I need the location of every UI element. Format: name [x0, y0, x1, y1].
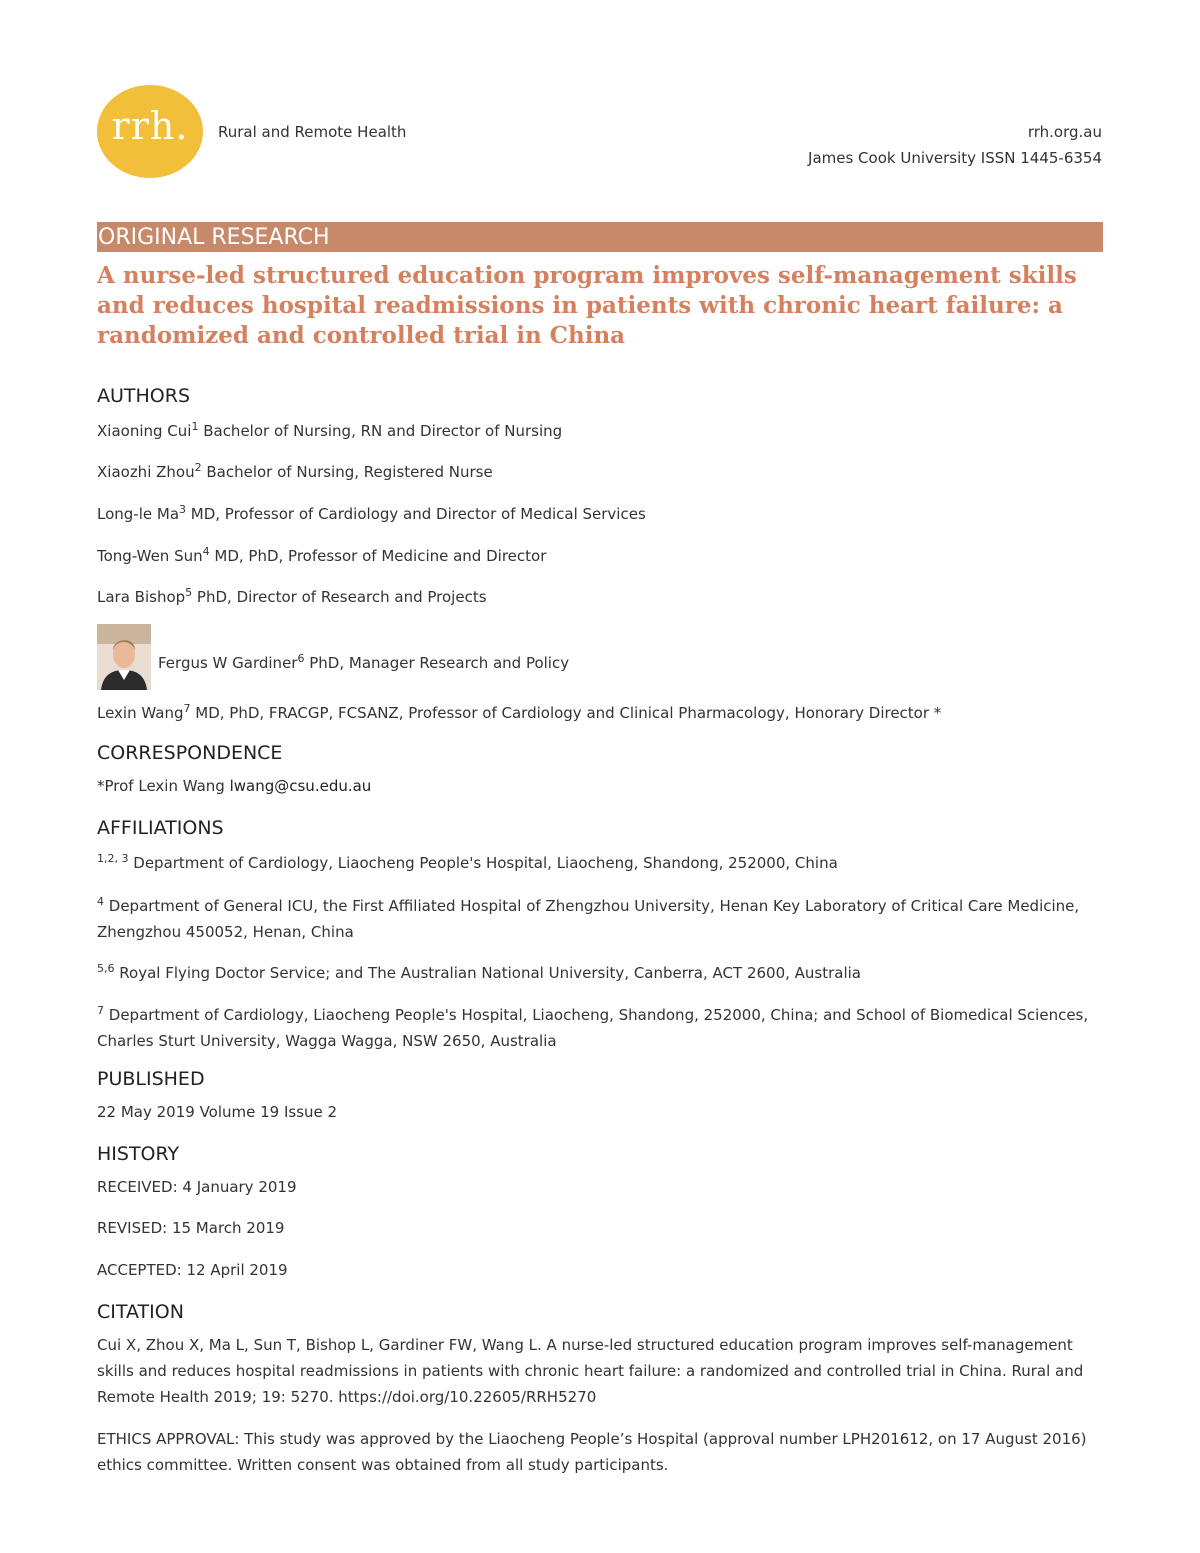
history-revised: REVISED: 15 March 2019: [97, 1219, 285, 1237]
author-line: [97, 586, 487, 606]
author-role: Bachelor of Nursing, Registered Nurse: [201, 463, 493, 481]
author-line: [97, 461, 493, 481]
logo-text: rrh.: [111, 104, 189, 148]
affiliation-text: Department of Cardiology, Liaocheng People's Hospital, Liaocheng, Shandong, 252000, China: [128, 854, 838, 872]
history-received: RECEIVED: 4 January 2019: [97, 1178, 297, 1196]
published-text: 22 May 2019 Volume 19 Issue 2: [97, 1103, 338, 1121]
author-role: MD, PhD, FRACGP, FCSANZ, Professor of Cardiology and Clinical Pharmacology, Honorary Director *: [190, 704, 942, 722]
author-sup: 3: [179, 503, 187, 516]
site-link[interactable]: rrh.org.au: [1027, 123, 1102, 141]
article-title: A nurse-led structured education program improves self-management skills and reduces hospital readmissions in patients with chronic heart failure: a randomized and controlled trial in China: [97, 262, 1077, 349]
author-role: PhD, Manager Research and Policy: [304, 654, 570, 672]
affiliation-sup: 4: [97, 895, 104, 908]
author-name: Tong-Wen Sun: [97, 547, 203, 565]
author-sup: 7: [183, 702, 191, 715]
affiliation-item: [97, 846, 1103, 876]
correspondence-prefix: *Prof Lexin Wang: [97, 777, 230, 795]
affiliation-sup: 7: [97, 1004, 104, 1017]
citation-text: Cui X, Zhou X, Ma L, Sun T, Bishop L, Gardiner FW, Wang L. A nurse-led structured education program improves self-management skills and reduces hospital readmissions in patients with chronic heart failure: a randomized and controlled trial in China. Rural and Remote Health 2019; 19: 5270. https://doi.org/10.22605/RRH5270: [97, 1336, 1084, 1406]
history-accepted: ACCEPTED: 12 April 2019: [97, 1261, 288, 1279]
author-role: PhD, Director of Research and Projects: [192, 588, 487, 606]
author-name: Long-le Ma: [97, 505, 180, 523]
affiliations-heading: AFFILIATIONS: [97, 817, 224, 839]
affiliation-item: [97, 998, 1103, 1054]
author-sup: 4: [202, 545, 210, 558]
author-name: Xiaozhi Zhou: [97, 463, 195, 481]
author-name: Fergus W Gardiner: [158, 654, 298, 672]
author-line: [97, 545, 546, 565]
affiliation-text: Royal Flying Doctor Service; and The Australian National University, Canberra, ACT 2600, Australia: [114, 964, 861, 982]
citation-heading: CITATION: [97, 1301, 184, 1323]
affiliation-sup: 5,6: [97, 962, 115, 975]
author-line: [97, 420, 562, 440]
author-role: MD, PhD, Professor of Medicine and Director: [209, 547, 547, 565]
author-sup: 2: [194, 461, 202, 474]
authors-heading: AUTHORS: [97, 385, 191, 407]
author-line: [158, 652, 569, 672]
author-photo: [97, 624, 151, 690]
author-sup: 6: [297, 652, 305, 665]
ethics-approval: ETHICS APPROVAL: This study was approved by the Liaocheng People’s Hospital (approval number LPH201612, on 17 August 2016) ethics committee. Written consent was obtained from all study participants.: [97, 1430, 1087, 1474]
affiliation-item: [97, 889, 1103, 945]
published-heading: PUBLISHED: [97, 1068, 205, 1090]
correspondence-heading: CORRESPONDENCE: [97, 742, 283, 764]
affiliation-text: Department of General ICU, the First Affiliated Hospital of Zhengzhou University, Henan Key Laboratory of Critical Care Medicine, Zhengzhou 450052, Henan, China: [97, 897, 1080, 941]
journal-name: Rural and Remote Health: [218, 123, 407, 141]
author-portrait-icon: [97, 624, 151, 690]
author-line: [97, 702, 941, 722]
author-sup: 5: [185, 586, 193, 599]
author-role: Bachelor of Nursing, RN and Director of Nursing: [198, 422, 563, 440]
issn-line: James Cook University ISSN 1445-6354: [808, 149, 1102, 167]
affiliation-item: [97, 956, 1103, 986]
correspondence-email[interactable]: lwang@csu.edu.au: [229, 777, 372, 795]
author-line: [97, 503, 646, 523]
author-name: Lexin Wang: [97, 704, 184, 722]
correspondence-line: [97, 777, 371, 795]
author-role: MD, Professor of Cardiology and Director of Medical Services: [186, 505, 646, 523]
affiliation-text: Department of Cardiology, Liaocheng People's Hospital, Liaocheng, Shandong, 252000, China; and School of Biomedical Sciences, Charles Sturt University, Wagga Wagga, NSW 2650, Australia: [97, 1006, 1089, 1050]
author-sup: 1: [191, 420, 199, 433]
affiliation-sup: 1,2, 3: [97, 852, 129, 865]
history-heading: HISTORY: [97, 1143, 180, 1165]
author-name: Xiaoning Cui: [97, 422, 192, 440]
article-type-label: ORIGINAL RESEARCH: [98, 225, 330, 250]
author-name: Lara Bishop: [97, 588, 186, 606]
